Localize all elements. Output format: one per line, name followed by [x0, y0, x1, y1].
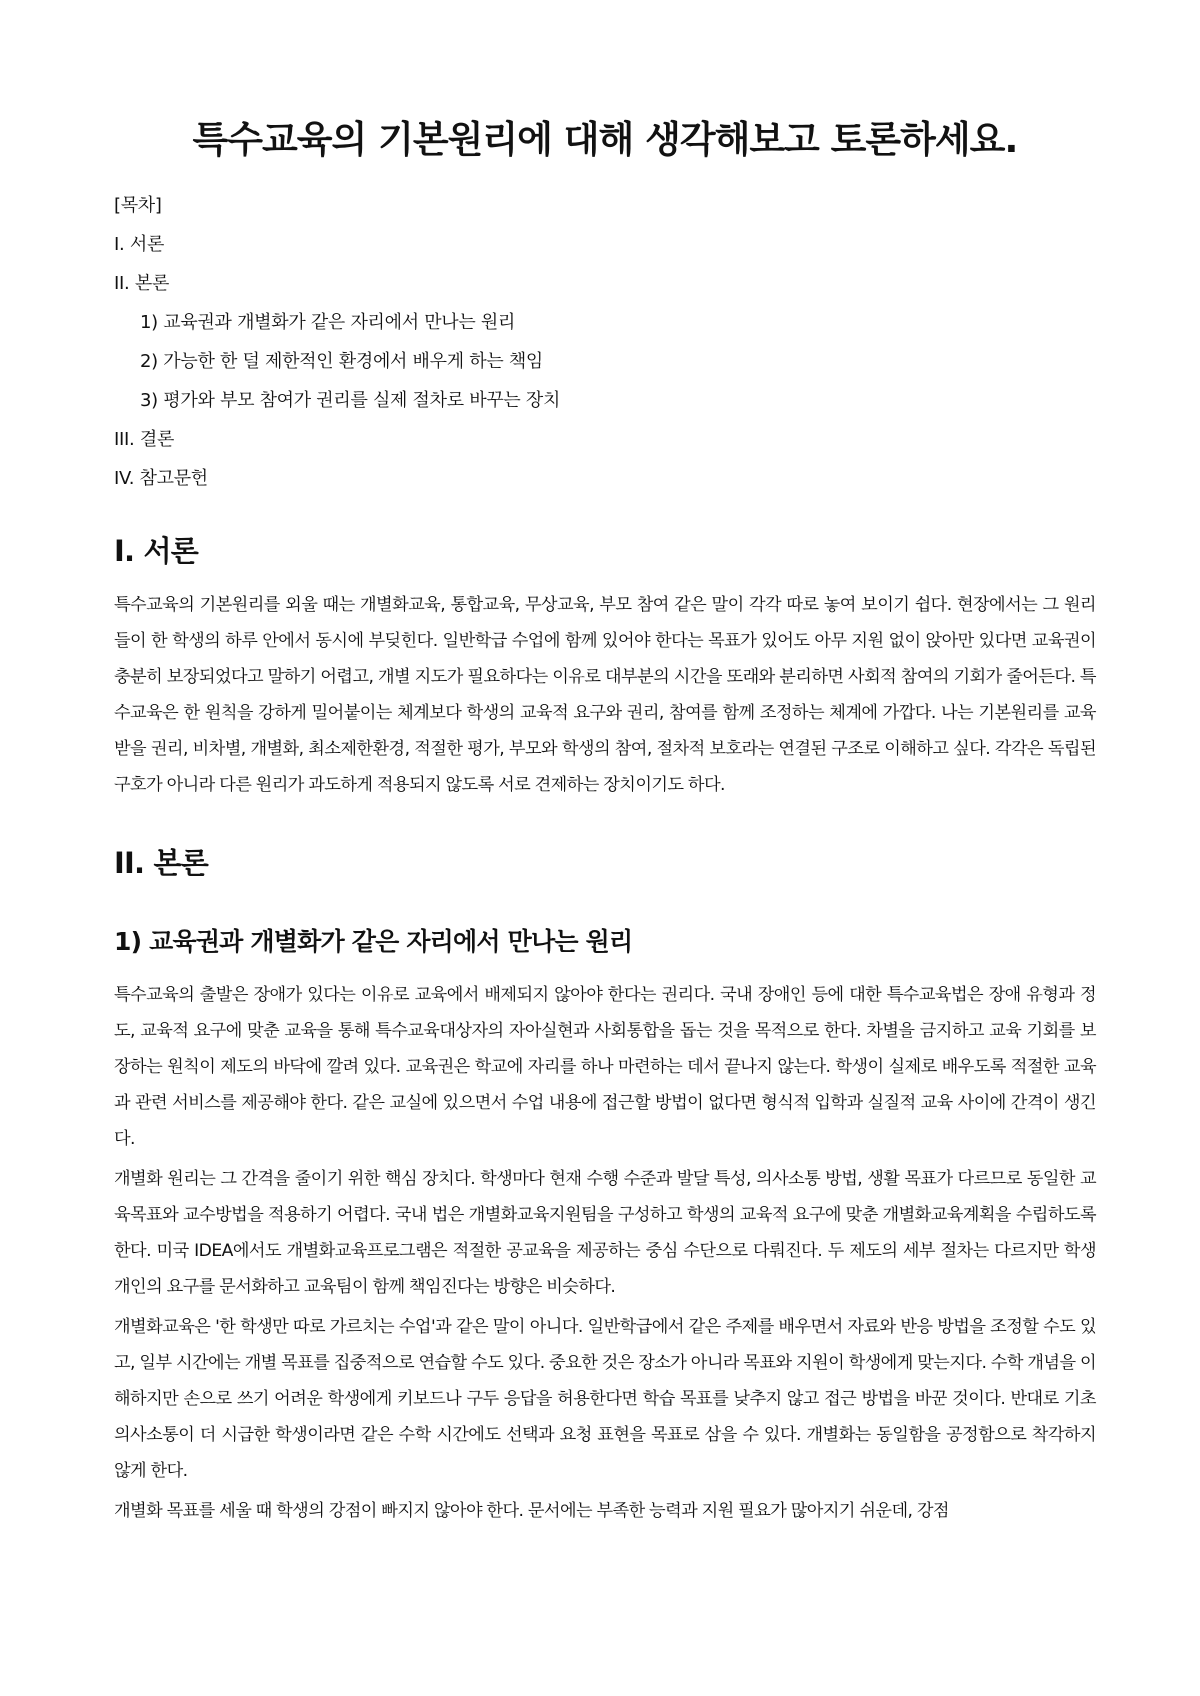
toc-item: II. 본론: [114, 273, 170, 294]
body-paragraph: 개별화 원리는 그 간격을 줄이기 위한 핵심 장치다. 학생마다 현재 수행 수준과 발달 특성, 의사소통 방법, 생활 목표가 다르므로 동일한 교육목표와 교수방법을 적용하기 어렵다. 국내 법은 개별화교육지원팀을 구성하고 학생의 교육적 요구에 맞춘 개별화교육계획을 수립하도록 한다. 미국 IDEA에서도 개별화교육프로그램은 적절한 공교육을 제공하는 중심 수단으로 다뤄진다. 두 제도의 세부 절차는 다르지만 학생 개인의 요구를 문서화하고 교육팀이 함께 책임진다는 방향은 비슷하다.: [114, 1169, 1096, 1297]
toc-subitem: 1) 교육권과 개별화가 같은 자리에서 만나는 원리: [140, 312, 516, 333]
body-paragraph: 개별화교육은 '한 학생만 따로 가르치는 수업'과 같은 말이 아니다. 일반학급에서 같은 주제를 배우면서 자료와 반응 방법을 조정할 수도 있고, 일부 시간에는 개별 목표를 집중적으로 연습할 수도 있다. 중요한 것은 장소가 아니라 목표와 지원이 학생에게 맞는지다. 수학 개념을 이해하지만 손으로 쓰기 어려운 학생에게 키보드나 구두 응답을 허용한다면 학습 목표를 낮추지 않고 접근 방법을 바꾼 것이다. 반대로 기초 의사소통이 더 시급한 학생이라면 같은 수학 시간에도 선택과 요청 표현을 목표로 삼을 수 있다. 개별화는 동일함을 공정함으로 착각하지 않게 한다.: [114, 1317, 1096, 1481]
body-paragraph: 개별화 목표를 세울 때 학생의 강점이 빠지지 않아야 한다. 문서에는 부족한 능력과 지원 필요가 많아지기 쉬운데, 강점: [114, 1501, 949, 1521]
section-heading-body: II. 본론: [114, 846, 208, 880]
toc-item: III. 결론: [114, 429, 175, 450]
document-title: 특수교육의 기본원리에 대해 생각해보고 토론하세요.: [192, 118, 1018, 161]
toc-item: I. 서론: [114, 234, 165, 255]
toc-subitem: 2) 가능한 한 덜 제한적인 환경에서 배우게 하는 책임: [140, 351, 544, 372]
section-heading-intro: I. 서론: [114, 534, 198, 568]
toc-item: IV. 참고문헌: [114, 468, 208, 489]
body-paragraph: 특수교육의 출발은 장애가 있다는 이유로 교육에서 배제되지 않아야 한다는 권리다. 국내 장애인 등에 대한 특수교육법은 장애 유형과 정도, 교육적 요구에 맞춘 교육을 통해 특수교육대상자의 자아실현과 사회통합을 돕는 것을 목적으로 한다. 차별을 금지하고 교육 기회를 보장하는 원칙이 제도의 바닥에 깔려 있다. 교육권은 학교에 자리를 하나 마련하는 데서 끝나지 않는다. 학생이 실제로 배우도록 적절한 교육과 관련 서비스를 제공해야 한다. 같은 교실에 있으면서 수업 내용에 접근할 방법이 없다면 형식적 입학과 실질적 교육 사이에 간격이 생긴다.: [114, 985, 1096, 1149]
intro-paragraph: 특수교육의 기본원리를 외울 때는 개별화교육, 통합교육, 무상교육, 부모 참여 같은 말이 각각 따로 놓여 보이기 쉽다. 현장에서는 그 원리들이 한 학생의 하루 안에서 동시에 부딪힌다. 일반학급 수업에 함께 있어야 한다는 목표가 있어도 아무 지원 없이 앉아만 있다면 교육권이 충분히 보장되었다고 말하기 어렵고, 개별 지도가 필요하다는 이유로 대부분의 시간을 또래와 분리하면 사회적 참여의 기회가 줄어든다. 특수교육은 한 원칙을 강하게 밀어붙이는 체계보다 학생의 교육적 요구와 권리, 참여를 함께 조정하는 체계에 가깝다. 나는 기본원리를 교육받을 권리, 비차별, 개별화, 최소제한환경, 적절한 평가, 부모와 학생의 참여, 절차적 보호라는 연결된 구조로 이해하고 싶다. 각각은 독립된 구호가 아니라 다른 원리가 과도하게 적용되지 않도록 서로 견제하는 장치이기도 하다.: [114, 595, 1096, 795]
table-of-contents: [114, 194, 1096, 491]
toc-heading: [목차]: [114, 195, 162, 216]
toc-subitem: 3) 평가와 부모 참여가 권리를 실제 절차로 바꾸는 장치: [140, 390, 561, 411]
subsection-heading: 1) 교육권과 개별화가 같은 자리에서 만나는 원리: [114, 927, 633, 956]
